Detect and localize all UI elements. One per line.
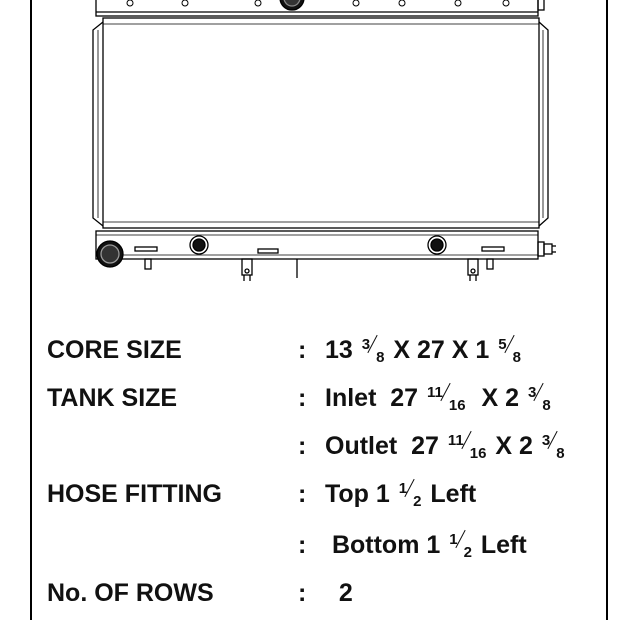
spec-value — [325, 432, 567, 461]
spec-label: CORE SIZE — [47, 336, 182, 364]
spec-value-text: 2 — [325, 579, 353, 607]
fraction-denominator: 8 — [542, 397, 551, 414]
spec-value-text: X 2 — [488, 432, 540, 460]
spec-value — [325, 336, 523, 365]
fraction-numerator: 3 — [361, 336, 371, 353]
fraction — [427, 384, 466, 414]
spec-value — [325, 384, 553, 413]
fraction-numerator: 1 — [398, 480, 408, 497]
fraction-denominator: 2 — [463, 544, 472, 561]
fraction — [449, 531, 472, 561]
spec-row — [0, 336, 620, 370]
fraction — [498, 336, 521, 366]
spec-value — [325, 531, 527, 560]
fraction — [541, 432, 565, 462]
spec-value-text: X 27 X 1 — [386, 336, 497, 364]
fraction-numerator: 11 — [447, 432, 464, 449]
spec-value-text: Outlet 27 — [325, 432, 446, 460]
spec-colon: : — [298, 432, 307, 460]
spec-value-text: X 2 — [467, 384, 526, 412]
spec-label: HOSE FITTING — [47, 480, 222, 508]
fraction-numerator: 3 — [527, 384, 537, 401]
fraction — [447, 432, 487, 462]
spec-colon: : — [298, 336, 307, 364]
spec-value — [325, 579, 353, 608]
spec-colon: : — [298, 531, 307, 559]
spec-row — [0, 579, 620, 613]
fraction-slash — [507, 342, 513, 358]
fraction — [398, 480, 422, 510]
spec-row — [0, 480, 620, 514]
spec-label: No. OF ROWS — [47, 579, 214, 607]
fraction — [361, 336, 385, 366]
fraction-numerator: 1 — [449, 531, 458, 548]
fraction-denominator: 16 — [469, 445, 487, 462]
spec-value-text: 13 — [325, 336, 360, 364]
fraction-numerator: 3 — [541, 432, 551, 449]
fraction-slash — [443, 390, 449, 406]
fraction-denominator: 8 — [376, 349, 385, 366]
spec-label: TANK SIZE — [47, 384, 178, 412]
fraction-denominator: 2 — [413, 493, 422, 510]
radiator-drawing — [0, 0, 620, 300]
spec-value-text: Left — [423, 480, 477, 508]
mounting-brackets — [145, 259, 493, 281]
top-tank — [96, 0, 544, 16]
spec-row — [0, 384, 620, 418]
fraction-denominator: 8 — [512, 349, 521, 366]
spec-colon: : — [298, 579, 307, 607]
spec-colon: : — [298, 384, 307, 412]
spec-value-text: Inlet 27 — [325, 384, 426, 412]
fraction-denominator: 8 — [556, 445, 565, 462]
fraction-numerator: 5 — [498, 336, 507, 353]
fraction — [527, 384, 551, 414]
spec-value-text: Left — [473, 531, 527, 559]
fraction-slash — [464, 438, 470, 454]
spec-value-text: Bottom 1 — [325, 531, 448, 559]
radiator-core — [93, 18, 548, 228]
fraction-denominator: 16 — [448, 397, 466, 414]
spec-colon: : — [298, 480, 307, 508]
fraction-numerator: 11 — [427, 384, 443, 401]
spec-value-text: Top 1 — [325, 480, 397, 508]
spec-row — [0, 531, 620, 565]
spec-row — [0, 432, 620, 466]
spec-value — [325, 480, 476, 509]
fraction-slash — [458, 537, 464, 553]
